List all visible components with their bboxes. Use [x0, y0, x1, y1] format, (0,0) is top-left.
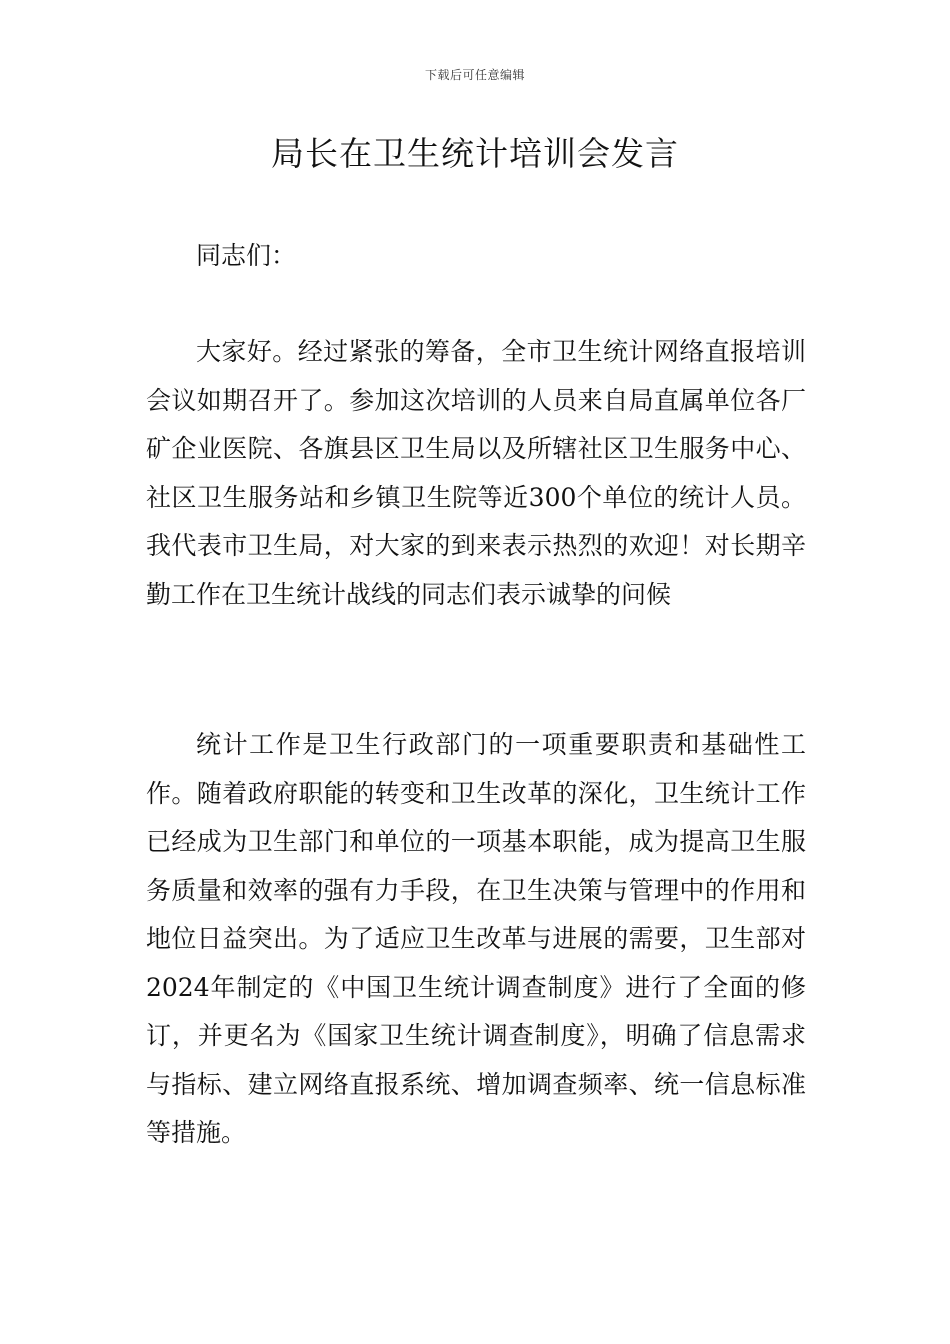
- header-note: 下载后可任意编辑: [424, 68, 525, 82]
- document-title: 局长在卫生统计培训会发言: [271, 134, 679, 173]
- paragraph-statistics-work: 统计工作是卫生行政部门的一项重要职责和基础性工作。随着政府职能的转变和卫生改革的深化，卫生统计工作已经成为卫生部门和单位的一项基本职能，成为提高卫生服务质量和效率的强有力手段，在卫生决策与管理中的作用和地位日益突出。为了适应卫生改革与进展的需要，卫生部对2024年制定的《中国卫生统计调查制度》进行了全面的修订，并更名为《国家卫生统计调查制度》，明确了信息需求与指标、建立网络直报系统、增加调查频率、统一信息标准等措施。: [146, 730, 806, 1147]
- salutation: 同志们：: [196, 241, 297, 270]
- paragraph-welcome: 大家好。经过紧张的筹备，全市卫生统计网络直报培训会议如期召开了。参加这次培训的人员来自局直属单位各厂矿企业医院、各旗县区卫生局以及所辖社区卫生服务中心、社区卫生服务站和乡镇卫生院等近300个单位的统计人员。我代表市卫生局，对大家的到来表示热烈的欢迎！对长期辛勤工作在卫生统计战线的同志们表示诚挚的问候: [146, 337, 806, 609]
